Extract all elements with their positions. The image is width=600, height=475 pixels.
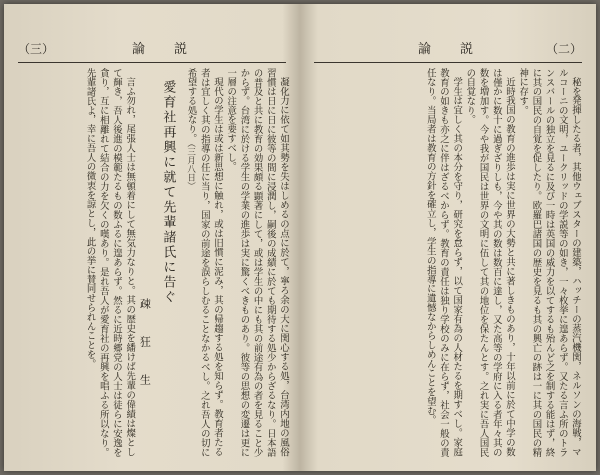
right-page bbox=[300, 4, 596, 471]
book-spread bbox=[4, 4, 596, 471]
paragraph: 凝化力に依て如其勢を失はしめるの点に於て，寧ろ余の大に関心する処，台湾内地の風俗習慣は日に日に彼等の間に浸潤し，嗣後の成績に於ても期待する処少からざるなり。日本語の普及と共に教育の効果頗る顕著にして，或は学生の中にも其の前途有為の者を見ること少からず。台湾に於ける学生の学業の進歩は実に驚くべきものあり。彼等の思想の変遷は更に一層の注意を要すべし。 bbox=[225, 68, 289, 457]
page-number: （二） bbox=[545, 42, 582, 56]
paragraph: 学生は宜しく其の本分を守り，研究を怠らず，以て国家有為の人材たるを期すべし。家庭教育の如きも亦之に伴はざるべからず。教育の責任は独り学校のみに在らず，社会一般の責任なり。当局者は教育の方針を確立し，学生の指導に遺憾なからしめんことを望む。 bbox=[424, 68, 463, 457]
body-text bbox=[314, 68, 582, 457]
header-rule bbox=[18, 62, 286, 63]
running-title: 論 説 bbox=[418, 42, 482, 57]
body-text bbox=[18, 68, 290, 457]
paragraph: 秘を発揮したる者，其他ウェブスターの建築，ハッチーの蒸汽機関，ネルソンの海戦，マルコーニの文明，ユークリッドの学説等の如き，一々枚挙に遑あらず。又たる言ふ所のトランスバールの独立を見るに及び一時は英国の威力を以てするも殆んど之を制する能はず，終に其の国民の自覚を促したり。欧羅巴諸国の歴史を見るも其の興亡の跡は一に其の国民の精神に存す。 bbox=[517, 68, 581, 457]
article-heading: 愛育社再興に就て先輩諸氏に告ぐ bbox=[160, 80, 176, 305]
date: （三月八日） bbox=[185, 143, 196, 190]
author-name: 疎 狂 生 bbox=[138, 298, 152, 393]
paragraph bbox=[183, 68, 224, 457]
paragraph-text: 現代の学生は或は新思想に触れ，或は旧慣に泥み，其の帰趨する処を知らず。教育者たる者は宜しく其の指導の任に当り，国家の前途を誤らしむることなかるべし。之れ吾人の切に希望する処なり。 bbox=[185, 68, 223, 457]
paragraph: 近時我国の教育の進歩は実に世界の大勢と共に著しきものあり，十年以前に於て中学の数は僅かに数十に過ぎざりしも，今や其の数は数百に達し，又た高等の学府に入る者年々其の数を増加す。今や我が国民は世界の文明に伍して其の地位を保たんとす。之れ実に吾人国民の自覚なり。 bbox=[464, 68, 515, 457]
paragraph: 言ふ勿れ，尾張人士は無頓着にして無気力なりと。其の歴史を繙けば先輩の偉績は燦として輝き，吾人後進の模範たるもの数ふるに遑あらず。然るに近時郷党の人士は徒らに安逸を貪り，互に相離れて結合の力を欠くの嘆あり。是れ吾人が愛育社の再興を唱ふる所以なり。先輩諸氏よ，幸に吾人の微衷を諒とし，此の挙に賛同せられんことを。 bbox=[84, 68, 136, 457]
header-rule bbox=[314, 62, 582, 63]
left-page bbox=[4, 4, 300, 471]
page-number: （三） bbox=[18, 42, 55, 56]
running-title: 論 説 bbox=[132, 42, 196, 57]
